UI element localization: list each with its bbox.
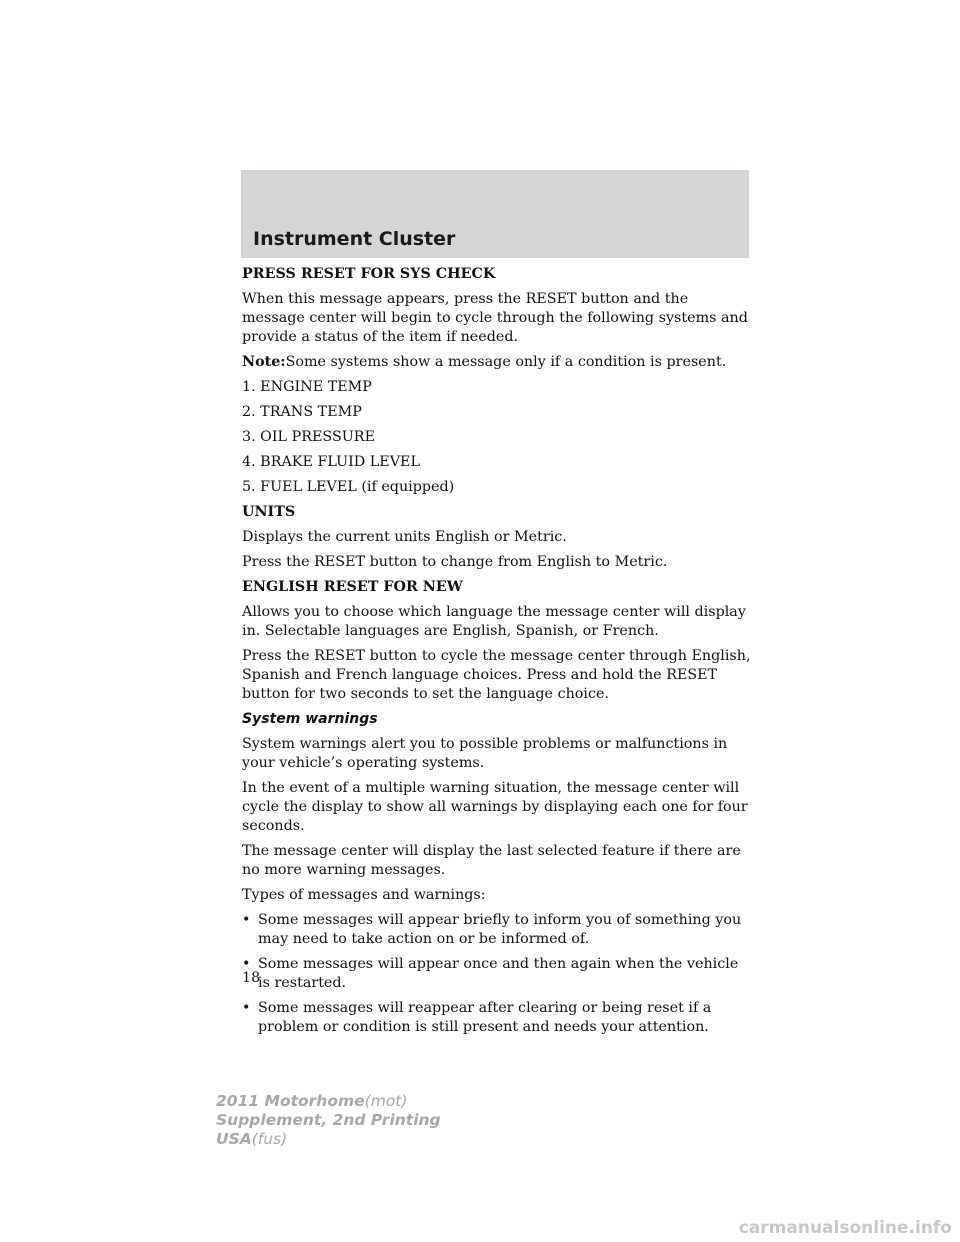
list-item: 5. FUEL LEVEL (if equipped): [242, 479, 455, 495]
units-paragraph: Press the RESET button to change from English to Metric.: [242, 554, 668, 570]
note-text: Some systems show a message only if a condition is present.: [285, 354, 727, 370]
heading-units: UNITS: [242, 504, 296, 520]
footer-printing-info: [216, 1092, 441, 1149]
watermark-link[interactable]: carmanualsonline.info: [738, 1218, 952, 1238]
list-item: 3. OIL PRESSURE: [242, 429, 376, 445]
bullet-icon: •: [242, 1000, 251, 1016]
warnings-paragraph: Types of messages and warnings:: [242, 887, 486, 903]
list-item: 4. BRAKE FLUID LEVEL: [242, 454, 420, 470]
list-item: 2. TRANS TEMP: [242, 404, 362, 420]
language-paragraph: Press the RESET button to cycle the message center through English, Spanish and French language choices. Press and hold the RESET button for two seconds to set the language choice.: [242, 648, 751, 702]
bullet-item: • Some messages will appear briefly to inform you of something you may need to take action on or be informed of.: [242, 912, 742, 947]
bullet-item: • Some messages will reappear after clearing or being reset if a problem or condition is still present and needs your attention.: [242, 1000, 712, 1035]
footer-line-3: USA(fus): [216, 1130, 288, 1148]
bullet-item: • Some messages will appear once and then again when the vehicle is restarted.: [242, 956, 739, 991]
units-paragraph: Displays the current units English or Metric.: [242, 529, 567, 545]
sys-check-body: When this message appears, press the RESET button and the message center will begin to cycle through the following systems and provide a status of the item if needed.: [242, 291, 748, 345]
warnings-paragraph: In the event of a multiple warning situation, the message center will cycle the display to show all warnings by displaying each one for four seconds.: [242, 780, 748, 834]
bullet-icon: •: [242, 912, 251, 928]
section-title: Instrument Cluster: [253, 228, 456, 250]
heading-language: ENGLISH RESET FOR NEW: [242, 579, 463, 595]
note-label: Note:: [242, 354, 286, 370]
section-header-band: [241, 170, 749, 258]
language-paragraph: Allows you to choose which language the message center will display in. Selectable languages are English, Spanish, or French.: [242, 604, 746, 639]
warnings-paragraph: The message center will display the last selected feature if there are no more warning messages.: [242, 843, 741, 878]
page-content: [242, 265, 754, 1043]
heading-system-warnings: System warnings: [242, 711, 378, 727]
footer-line-2: Supplement, 2nd Printing: [216, 1111, 441, 1129]
page-number: 18: [242, 970, 261, 986]
sys-check-note: [242, 353, 754, 372]
warnings-paragraph: System warnings alert you to possible problems or malfunctions in your vehicle’s operating systems.: [242, 736, 728, 771]
heading-sys-check: PRESS RESET FOR SYS CHECK: [242, 266, 496, 282]
list-item: 1. ENGINE TEMP: [242, 379, 372, 395]
footer-line-1: 2011 Motorhome(mot): [216, 1092, 408, 1110]
bullet-icon: •: [242, 956, 251, 972]
warnings-bullet-list: [242, 911, 754, 1037]
